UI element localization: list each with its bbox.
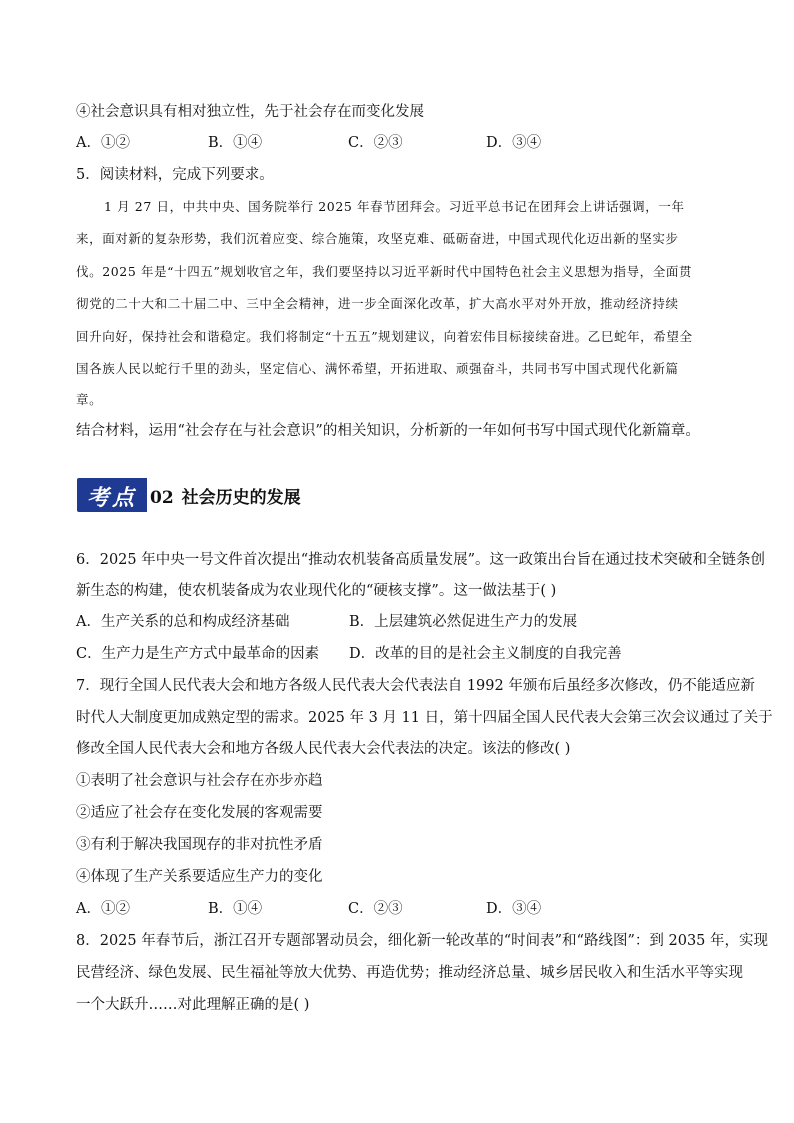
q5-stem: 5．阅读材料，完成下列要求。	[76, 167, 274, 183]
q6-option-b: B．上层建筑必然促进生产力的发展	[349, 614, 578, 630]
q8-stem-line: 8．2025 年春节后，浙江召开专题部署动员会，细化新一轮改革的“时间表”和“路线图”：到 2035 年，实现	[76, 933, 769, 949]
q6-option-c: C．生产力是生产方式中最革命的因素	[76, 646, 320, 662]
section-badge	[77, 478, 147, 512]
q4-option-a: A．①②	[76, 135, 130, 151]
q5-material-line: 来，面对新的复杂形势，我们沉着应变、综合施策，攻坚克难、砥砺奋进，中国式现代化迈出新的坚实步	[76, 231, 679, 246]
q7-item-3: ③有利于解决我国现存的非对抗性矛盾	[76, 837, 323, 853]
q7-option-c: C．②③	[348, 901, 403, 917]
q5-material-line: 1 月 27 日，中共中央、国务院举行 2025 年春节团拜会。习近平总书记在团拜会上讲话强调，一年	[104, 199, 685, 214]
q7-option-b: B．①④	[208, 901, 263, 917]
section-heading	[150, 483, 301, 508]
q5-material-line: 章。	[76, 392, 103, 407]
section-badge-label: 考点	[86, 485, 137, 511]
q7-stem-line: 修改全国人民代表大会和地方各级人民代表大会代表法的决定。该法的修改( )	[76, 741, 571, 757]
q5-material-line: 伐。2025 年是“十四五”规划收官之年，我们要坚持以习近平新时代中国特色社会主义思想为指导，全面贯	[76, 264, 693, 279]
q5-material-line: 国各族人民以蛇行千里的劲头，坚定信心、满怀希望，开拓进取、顽强奋斗，共同书写中国式现代化新篇	[76, 361, 679, 376]
q5-question: 结合材料，运用“社会存在与社会意识”的相关知识，分析新的一年如何书写中国式现代化新篇章。	[76, 423, 700, 439]
q7-option-d: D．③④	[486, 901, 542, 917]
q6-option-d: D．改革的目的是社会主义制度的自我完善	[349, 646, 622, 662]
q6-option-a: A．生产关系的总和构成经济基础	[76, 614, 290, 630]
q7-item-2: ②适应了社会存在变化发展的客观需要	[76, 805, 323, 821]
q7-item-4: ④体现了生产关系要适应生产力的变化	[76, 869, 323, 885]
q6-stem-line: 新生态的构建，使农机装备成为农业现代化的“硬核支撑”。这一做法基于( )	[76, 583, 557, 599]
q5-material-line: 回升向好，保持社会和谐稳定。我们将制定“十五五”规划建议，向着宏伟目标接续奋进。乙巳蛇年，希望全	[76, 329, 693, 344]
q8-stem-line: 一个大跃升……对此理解正确的是( )	[76, 997, 310, 1013]
q8-stem-line: 民营经济、绿色发展、民生福祉等放大优势、再造优势；推动经济总量、城乡居民收入和生活水平等实现	[76, 965, 743, 981]
q7-stem-line: 7．现行全国人民代表大会和地方各级人民代表大会代表法自 1992 年颁布后虽经多次修改，仍不能适应新	[76, 678, 755, 694]
q4-option-d: D．③④	[486, 135, 542, 151]
section-title: 社会历史的发展	[181, 488, 301, 508]
q7-option-a: A．①②	[76, 901, 130, 917]
section-number: 02	[150, 488, 174, 508]
q4-option-b: B．①④	[208, 135, 263, 151]
q7-item-1: ①表明了社会意识与社会存在亦步亦趋	[76, 773, 323, 789]
q6-stem-line: 6．2025 年中央一号文件首次提出“推动农机装备高质量发展”。这一政策出台旨在通过技术突破和全链条创	[76, 552, 766, 568]
q5-material-line: 彻党的二十大和二十届二中、三中全会精神，进一步全面深化改革，扩大高水平对外开放，推动经济持续	[76, 296, 679, 311]
q4-option-c: C．②③	[348, 135, 403, 151]
q4-item-4: ④社会意识具有相对独立性，先于社会存在而变化发展	[76, 104, 424, 120]
q7-stem-line: 时代人大制度更加成熟定型的需求。2025 年 3 月 11 日，第十四届全国人民代表大会第三次会议通过了关于	[76, 710, 773, 726]
